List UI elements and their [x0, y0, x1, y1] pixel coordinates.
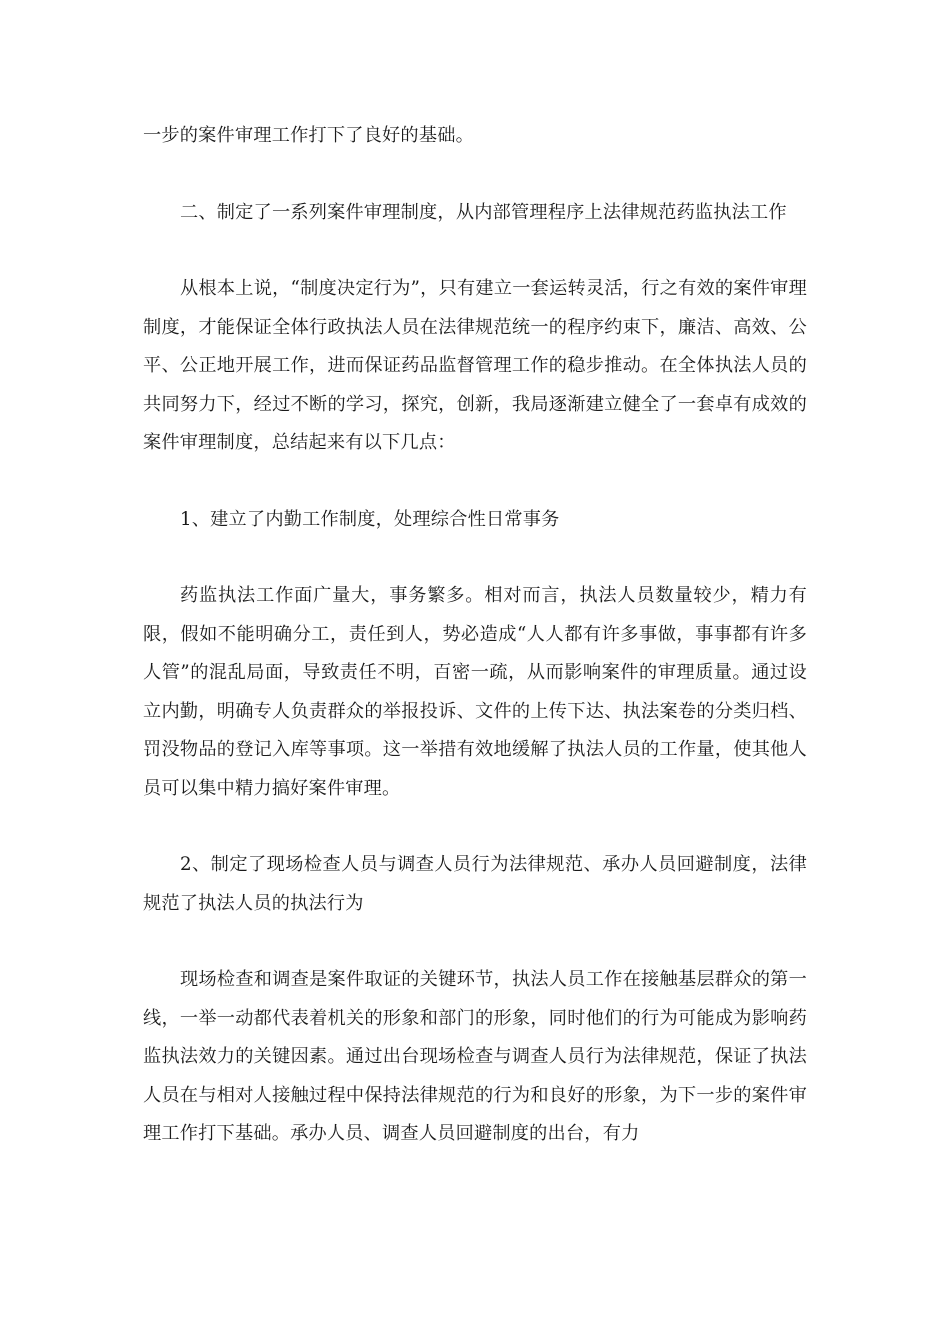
section-heading-2: 二、制定了一系列案件审理制度，从内部管理程序上法律规范药监执法工作: [180, 201, 787, 223]
document-body: [143, 117, 807, 1154]
paragraph-intro: 从根本上说，“制度决定行为”，只有建立一套运转灵活，行之有效的案件审理制度，才能保证全体行政执法人员在法律规范统一的程序约束下，廉洁、高效、公平、公正地开展工作，进而保证药品监督管理工作的稳步推动。在全体执法人员的共同努力下，经过不断的学习，探究，创新，我局逐渐建立健全了一套卓有成效的案件审理制度，总结起来有以下几点：: [143, 278, 807, 453]
paragraph-point-1: 药监执法工作面广量大，事务繁多。相对而言，执法人员数量较少，精力有限，假如不能明确分工，责任到人，势必造成“人人都有许多事做，事事都有许多人管”的混乱局面，导致责任不明，百密一疏，从而影响案件的审理质量。通过设立内勤，明确专人负责群众的举报投诉、文件的上传下达、执法案卷的分类归档、罚没物品的登记入库等事项。这一举措有效地缓解了执法人员的工作量，使其他人员可以集中精力搞好案件审理。: [143, 585, 807, 799]
subheading-2: 2、制定了现场检查人员与调查人员行为法律规范、承办人员回避制度，法律规范了执法人员的执法行为: [143, 854, 807, 914]
paragraph-continuation: 一步的案件审理工作打下了良好的基础。: [143, 125, 474, 146]
paragraph-point-2: 现场检查和调查是案件取证的关键环节，执法人员工作在接触基层群众的第一线，一举一动都代表着机关的形象和部门的形象，同时他们的行为可能成为影响药监执法效力的关键因素。通过出台现场检查与调查人员行为法律规范，保证了执法人员在与相对人接触过程中保持法律规范的行为和良好的形象，为下一步的案件审理工作打下基础。承办人员、调查人员回避制度的出台，有力: [143, 969, 807, 1144]
subheading-1: 1、建立了内勤工作制度，处理综合性日常事务: [180, 508, 560, 530]
